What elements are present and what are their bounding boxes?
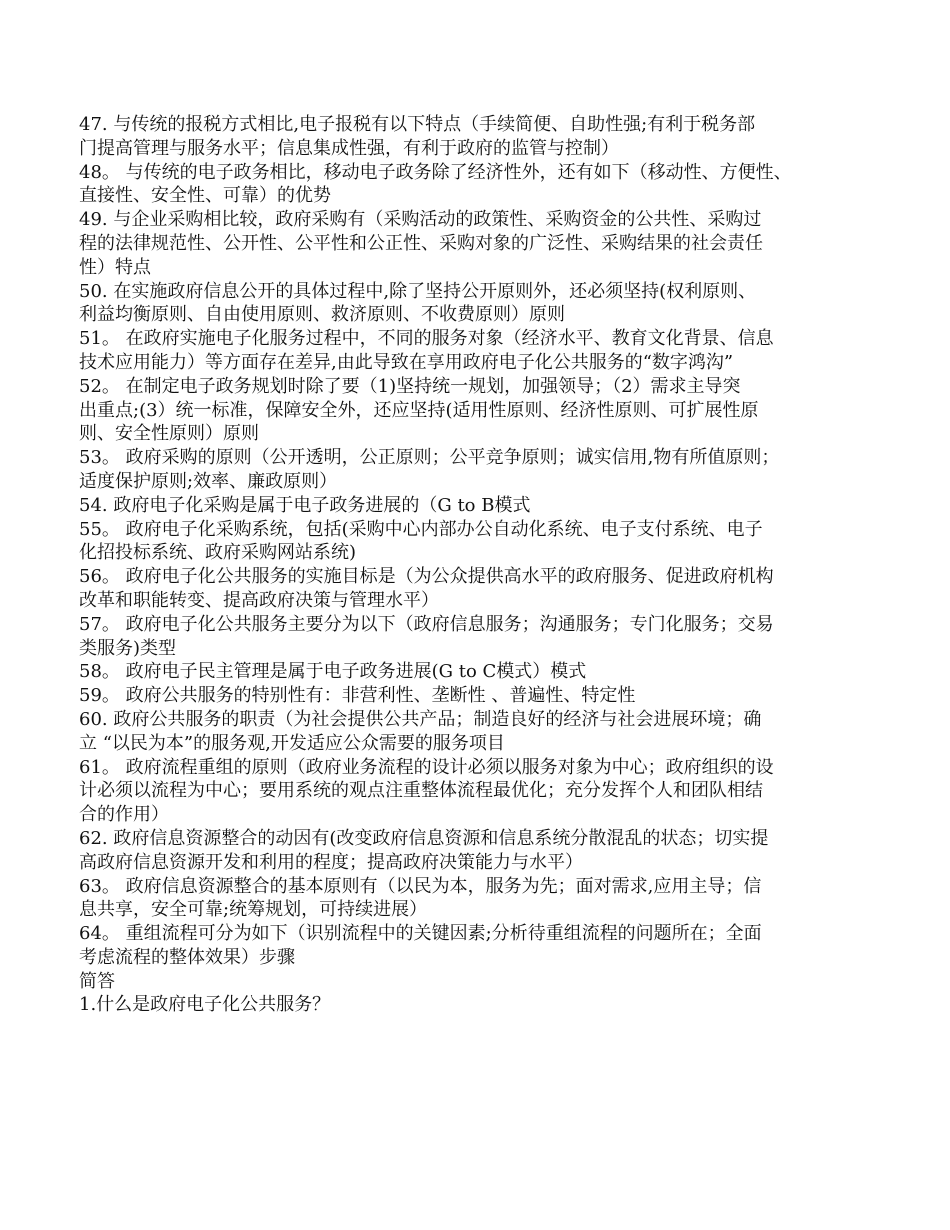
text-line: 55。 政府电子化采购系统，包括(采购中心内部办公自动化系统、电子支付系统、电子 — [79, 518, 763, 540]
text-line: 49. 与企业采购相比较，政府采购有（采购活动的政策性、采购资金的公共性、采购过 — [79, 209, 762, 231]
text-line: 54. 政府电子化采购是属于电子政务进展的（G to B模式 — [79, 494, 531, 516]
section-heading: 简答 — [79, 970, 115, 992]
text-line: 出重点;(3）统一标准，保障安全外，还应坚持(适用性原则、经济性原则、可扩展性原 — [79, 399, 759, 421]
text-line: 63。 政府信息资源整合的基本原则有（以民为本，服务为先；面对需求,应用主导；信 — [79, 875, 762, 897]
text-line: 50. 在实施政府信息公开的具体过程中,除了坚持公开原则外，还必须坚持(权利原则、 — [79, 280, 757, 302]
text-line: 考虑流程的整体效果）步骤 — [79, 946, 295, 968]
text-line: 性）特点 — [79, 256, 151, 278]
text-line: 利益均衡原则、自由使用原则、救济原则、不收费原则）原则 — [79, 304, 565, 326]
text-line: 52。 在制定电子政务规划时除了要（1)坚持统一规划，加强领导；（2）需求主导突 — [79, 375, 741, 397]
text-line: 化招投标系统、政府采购网站系统) — [79, 542, 357, 564]
text-line: 直接性、安全性、可靠）的优势 — [79, 185, 331, 207]
text-line: 62. 政府信息资源整合的动因有(改变政府信息资源和信息系统分散混乱的状态；切实提 — [79, 827, 769, 849]
text-line: 适度保护原则;效率、廉政原则） — [79, 470, 338, 492]
text-line: 高政府信息资源开发和利用的程度；提高政府决策能力与水平） — [79, 851, 583, 873]
text-line: 计必须以流程为中心；要用系统的观点注重整体流程最优化；充分发挥个人和团队相结 — [79, 780, 763, 802]
text-line: 类服务)类型 — [79, 637, 177, 659]
text-line: 57。 政府电子化公共服务主要分为以下（政府信息服务；沟通服务；专门化服务；交易 — [79, 613, 774, 635]
text-line: 51。 在政府实施电子化服务过程中，不同的服务对象（经济水平、教育文化背景、信息 — [79, 328, 774, 350]
question-line: 1.什么是政府电子化公共服务？ — [79, 994, 331, 1016]
text-line: 技术应用能力）等方面存在差异,由此导致在享用政府电子化公共服务的“数字鸿沟” — [79, 351, 734, 373]
text-line: 48。 与传统的电子政务相比，移动电子政务除了经济性外，还有如下（移动性、方便性、 — [79, 161, 792, 183]
document-body — [79, 113, 929, 1017]
text-line: 息共享，安全可靠;统筹规划，可持续进展） — [79, 899, 428, 921]
text-line: 53。 政府采购的原则（公开透明，公正原则；公平竞争原则；诚实信用,物有所值原则； — [79, 447, 780, 469]
text-line: 58。 政府电子民主管理是属于电子政务进展(G to C模式）模式 — [79, 661, 587, 683]
text-line: 则、安全性原则）原则 — [79, 423, 259, 445]
text-line: 改革和职能转变、提高政府决策与管理水平） — [79, 589, 439, 611]
text-line: 59。 政府公共服务的特别性有：非营利性、垄断性 、普遍性、特定性 — [79, 685, 636, 707]
text-line: 47. 与传统的报税方式相比,电子报税有以下特点（手续简便、自助性强;有利于税务部 — [79, 114, 756, 135]
text-line: 门提高管理与服务水平；信息集成性强，有利于政府的监管与控制） — [79, 137, 619, 159]
text-line: 立 “以民为本”的服务观,开发适应公众需要的服务项目 — [79, 732, 505, 754]
text-line: 64。 重组流程可分为如下（识别流程中的关键因素;分析待重组流程的问题所在；全面 — [79, 923, 762, 945]
text-line: 61。 政府流程重组的原则（政府业务流程的设计必须以服务对象为中心；政府组织的设 — [79, 756, 774, 778]
text-line: 60. 政府公共服务的职责（为社会提供公共产品；制造良好的经济与社会进展环境；确 — [79, 708, 762, 730]
text-line: 合的作用） — [79, 804, 169, 826]
text-line: 程的法律规范性、公开性、公平性和公正性、采购对象的广泛性、采购结果的社会责任 — [79, 232, 763, 254]
text-line: 56。 政府电子化公共服务的实施目标是（为公众提供高水平的政府服务、促进政府机构 — [79, 566, 774, 588]
